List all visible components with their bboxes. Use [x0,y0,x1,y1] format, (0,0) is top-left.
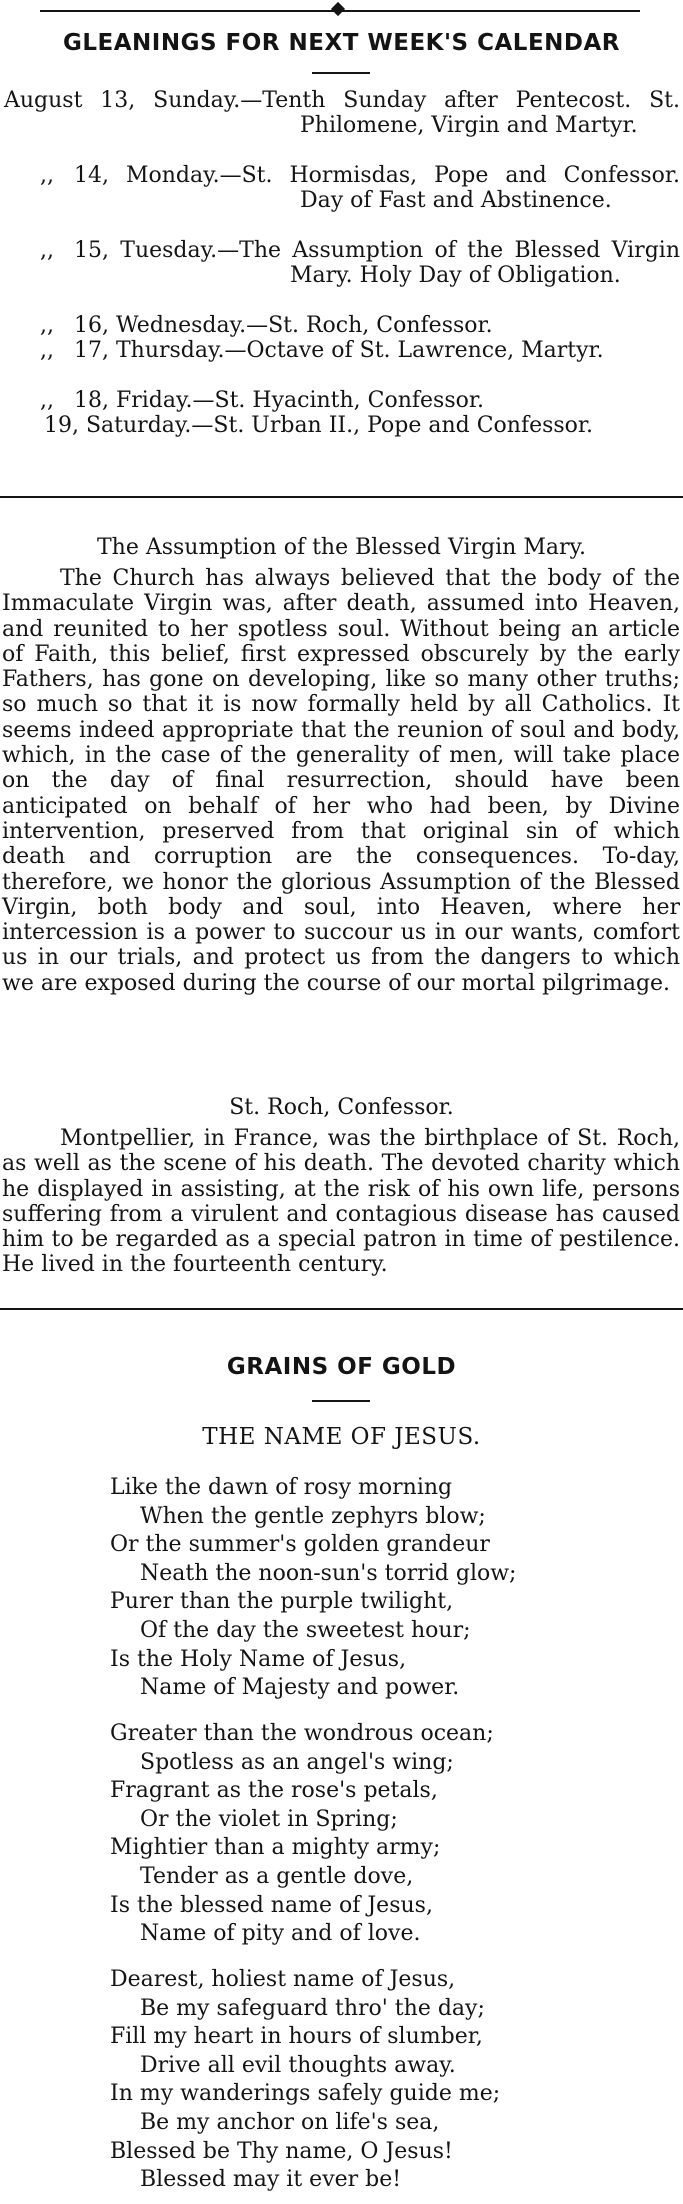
calendar-entry-text: —The Assumption of the Blessed Virgin Mary. Holy Day of Obligation. [217,238,680,288]
poem-line: Or the violet in Spring; [140,1806,398,1832]
poem-line: In my wanderings safely guide me; [110,2081,501,2107]
poem-line: Fragrant as the rose's petals, [110,1778,438,1804]
poem-line: Tender as a gentle dove, [140,1863,414,1889]
calendar-entry-date: 19, Saturday. [44,413,192,438]
poem-line: Drive all evil thoughts away. [140,2052,456,2078]
poem-line: Be my anchor on life's sea, [140,2109,440,2135]
ditto-mark: ,, [40,313,54,338]
poem-line: Or the summer's golden grandeur [110,1532,490,1558]
section-divider [0,496,683,498]
top-rule-diamond-ornament [331,2,345,16]
ditto-mark: ,, [40,388,54,413]
ditto-mark: ,, [40,238,54,263]
roch-paragraph: Montpellier, in France, was the birthplace of St. Roch, as well as the scene of his death. The devoted charity which he displayed in assisting, at the risk of his own life, persons suffering from a virulent and contagious disease has caused him to be regarded as a special patron in time of pestilence. He lived in the fourteenth century. [2,1126,680,1278]
poem-line: Purer than the purple twilight, [110,1589,454,1615]
calendar-entry-date: 17, Thursday. [74,338,225,363]
poem-line: Fill my heart in hours of slumber, [110,2024,483,2050]
roch-title: St. Roch, Confessor. [229,1095,454,1120]
calendar-entry-text: —St. Roch, Confessor. [246,313,493,338]
calendar-entry-text: —St. Hormisdas, Pope and Confessor. Day of Fast and Abstinence. [219,163,680,213]
calendar-entry-date: 16, Wednesday. [74,313,247,338]
ditto-mark: ,, [40,163,54,188]
poem-line: Spotless as an angel's wing; [140,1749,454,1775]
poem-line: Be my safeguard thro' the day; [140,1995,485,2021]
poem-stanza [110,1966,670,2195]
poem-line: Mightier than a mighty army; [110,1835,441,1861]
poem-line: Of the day the sweetest hour; [140,1617,471,1643]
poem-line: Greater than the wondrous ocean; [110,1721,494,1746]
poem-line: Neath the noon-sun's torrid glow; [140,1560,517,1586]
poem-line: Dearest, holiest name of Jesus, [110,1967,456,1992]
calendar-entry-date: August 13, Sunday. [4,88,241,113]
poem-line: Is the Holy Name of Jesus, [110,1646,407,1672]
poem-line: Blessed be Thy name, O Jesus! [110,2138,453,2164]
grains-heading: GRAINS OF GOLD [226,1354,457,1380]
assumption-paragraph: The Church has always believed that the body of the Immaculate Virgin was, after death, assumed into Heaven, and reunited to her spotless soul. Without being an article of Faith, this belief, first expressed obscurely by the early Fathers, has gone on developing, like so many other truths; so much so that it is now formally held by all Catholics. It seems indeed appropriate that the reunion of soul and body, which, in the case of the generality of men, will take place on the day of final resurrection, should have been anticipated on behalf of her who had been, by Divine intervention, preserved from that original sin of which death and corruption are the consequences. To-day, therefore, we honor the glorious Assumption of the Blessed Virgin, both body and soul, into Heaven, where her intercession is a power to succour us in our wants, comfort us in our trials, and protect us from the dangers to which we are exposed during the course of our mortal pilgrimage. [2,566,680,996]
poem-line: Name of Majesty and power. [140,1675,460,1701]
poem-line: Blessed may it ever be! [140,2167,402,2193]
calendar-entry-text: —Tenth Sunday after Pentecost. St. Philomene, Virgin and Martyr. [240,88,680,138]
poem-line: When the gentle zephyrs blow; [140,1503,486,1529]
ditto-mark: ,, [40,338,54,363]
calendar-entry-text: —St. Hyacinth, Confessor. [192,388,484,413]
poem-line: Name of pity and of love. [140,1921,421,1947]
calendar-entry-date: 18, Friday. [74,388,193,413]
section-divider [0,1308,683,1310]
calendar-entry-text: —St. Urban II., Pope and Confessor. [191,413,594,438]
poem-line: Like the dawn of rosy morning [110,1475,453,1500]
calendar-entry-date: 15, Tuesday. [74,238,218,263]
calendar-heading-rule [312,72,370,74]
calendar-heading: GLEANINGS FOR NEXT WEEK'S CALENDAR [62,30,621,56]
grains-heading-rule [312,1400,370,1402]
poem-stanza [110,1720,670,1949]
calendar-entry-date: 14, Monday. [74,163,220,188]
poem-line: Is the blessed name of Jesus, [110,1892,433,1918]
poem-stanza [110,1474,670,1703]
assumption-title: The Assumption of the Blessed Virgin Mary. [96,535,587,560]
calendar-entry-text: —Octave of St. Lawrence, Martyr. [224,338,604,363]
poem-title: THE NAME OF JESUS. [202,1424,481,1450]
